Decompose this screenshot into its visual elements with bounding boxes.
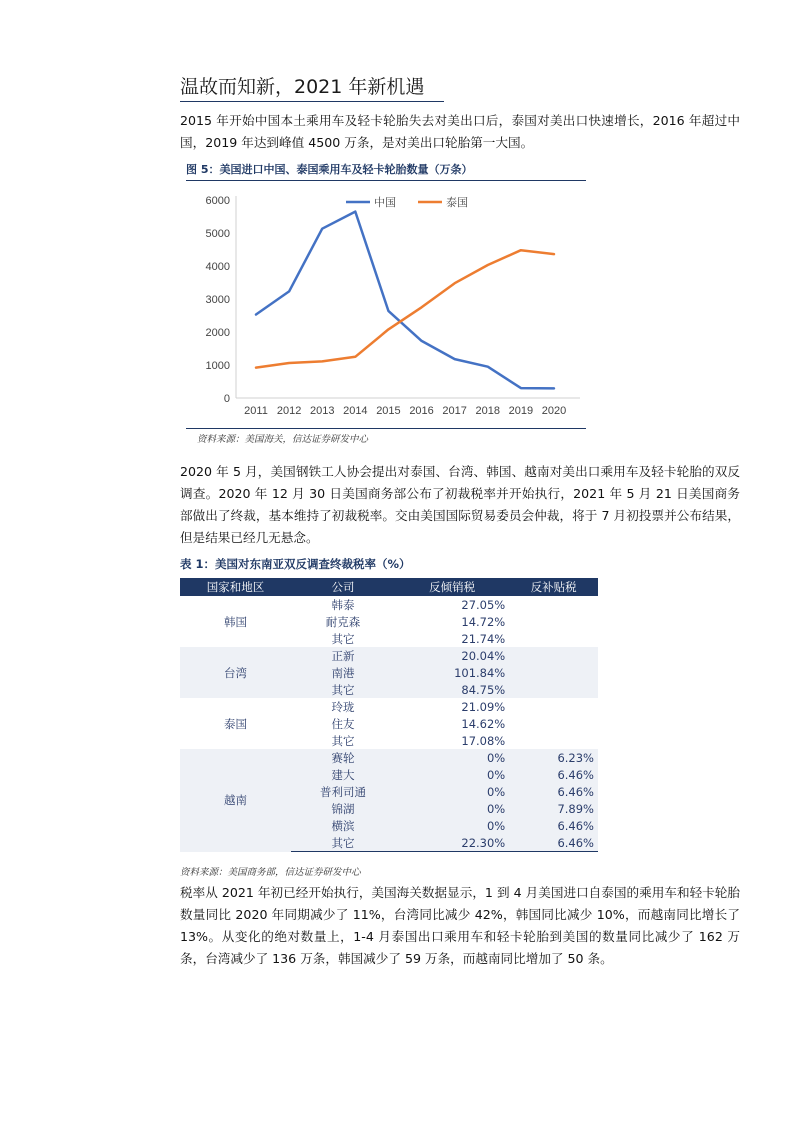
paragraph-investigation: 2020 年 5 月，美国钢铁工人协会提出对泰国、台湾、韩国、越南对美出口乘用车及轻卡轮胎的双反调查。2020 年 12 月 30 日美国商务部公布了初裁税率并开始执行，2021 年 5 月 21 日美国商务部做出了终裁，基本维持了初裁税率。交由美国国际贸易委员会仲裁，将于 7 月初投票并公布结果，但是结果已经几无悬念。: [180, 464, 740, 545]
cell-company: 普利司通: [291, 783, 395, 800]
cell-antidumping: 21.74%: [461, 631, 506, 646]
x-tick-label: 2018: [475, 405, 501, 417]
table-row: [180, 647, 598, 664]
cell-countervailing: 6.46%: [509, 834, 598, 852]
x-tick-label: 2017: [442, 405, 467, 417]
x-tick-label: 2011: [244, 405, 268, 417]
header-antidumping: 反倾销税: [395, 578, 509, 596]
figure-bottom-rule: [186, 428, 586, 429]
cell-company: 锦湖: [291, 800, 395, 817]
header-country: 国家和地区: [180, 578, 291, 596]
cell-country: 泰国: [223, 716, 247, 731]
cell-country: 台湾: [180, 647, 291, 698]
section-title: 温故而知新，2021 年新机遇: [180, 76, 425, 98]
cell-countervailing: [509, 664, 598, 681]
cell-company: 其它: [331, 631, 355, 646]
figure-caption-rule: [186, 180, 586, 181]
y-tick-label: 2000: [205, 327, 230, 339]
cell-countervailing: 7.89%: [509, 800, 598, 817]
header-countervailing: 反补贴税: [509, 578, 598, 596]
x-tick-label: 2016: [409, 405, 434, 417]
cell-company: 横滨: [291, 817, 395, 834]
cell-company: 南港: [291, 664, 395, 681]
table-row: [180, 698, 598, 715]
cell-company: 耐克森: [325, 614, 361, 629]
y-tick-label: 1000: [205, 360, 230, 372]
cell-countervailing: [509, 613, 598, 630]
duty-rate-table: [180, 578, 598, 852]
y-tick-label: 0: [223, 393, 230, 405]
cell-antidumping: 0%: [395, 749, 509, 766]
x-tick-label: 2014: [343, 405, 368, 417]
cell-antidumping: 0%: [395, 766, 509, 783]
cell-antidumping: 27.05%: [461, 597, 506, 612]
cell-countervailing: 6.23%: [509, 749, 598, 766]
y-tick-label: 6000: [205, 195, 230, 207]
cell-countervailing: [509, 630, 598, 647]
title-underline: [180, 101, 444, 102]
x-tick-label: 2020: [541, 405, 567, 417]
header-company: 公司: [291, 578, 395, 596]
table-row: [180, 749, 598, 766]
table-source: 资料来源：美国商务部，信达证券研发中心: [180, 867, 361, 878]
cell-antidumping: 0%: [395, 800, 509, 817]
cell-company: 住友: [331, 716, 355, 731]
cell-countervailing: [509, 647, 598, 664]
figure-source: 资料来源：美国海关，信达证券研发中心: [197, 434, 369, 445]
x-tick-label: 2019: [508, 405, 534, 417]
y-tick-label: 5000: [205, 228, 230, 240]
cell-antidumping: 14.62%: [461, 716, 506, 731]
table-row: [180, 596, 598, 613]
figure-caption: 图 5：美国进口中国、泰国乘用车及轻卡轮胎数量（万条）: [186, 163, 473, 176]
cell-company: 建大: [291, 766, 395, 783]
cell-company: 其它: [331, 733, 355, 748]
cell-countervailing: [509, 715, 598, 732]
cell-company: 其它: [291, 834, 395, 852]
cell-antidumping: 0%: [395, 783, 509, 800]
cell-antidumping: 84.75%: [395, 681, 509, 698]
cell-countervailing: 6.46%: [509, 817, 598, 834]
cell-antidumping: 101.84%: [395, 664, 509, 681]
cell-countervailing: 6.46%: [509, 766, 598, 783]
line-chart: [186, 186, 590, 426]
cell-countervailing: [509, 596, 598, 613]
cell-countervailing: [509, 732, 598, 749]
y-tick-label: 4000: [205, 261, 230, 273]
table-caption: 表 1：美国对东南亚双反调查终裁税率（%）: [180, 557, 411, 571]
cell-antidumping: 20.04%: [395, 647, 509, 664]
y-tick-label: 3000: [205, 294, 230, 306]
cell-country: 韩国: [223, 614, 247, 629]
cell-antidumping: 0%: [395, 817, 509, 834]
x-tick-label: 2012: [276, 405, 302, 417]
cell-countervailing: [509, 698, 598, 715]
paragraph-results: 税率从 2021 年初已经开始执行，美国海关数据显示，1 到 4 月美国进口自泰国的乘用车和轻卡轮胎数量同比 2020 年同期减少了 11%，台湾同比减少 42%，韩国同比减少 10%，而越南同比增长了 13%。从变化的绝对数量上，1-4 月泰国出口乘用车和轻卡轮胎到美国的数量同比减少了 162 万条，台湾减少了 136 万条，韩国减少了 59 万条，而越南同比增加了 50 条。: [180, 885, 740, 966]
cell-company: 正新: [291, 647, 395, 664]
cell-antidumping: 22.30%: [395, 834, 509, 852]
cell-antidumping: 14.72%: [461, 614, 506, 629]
cell-company: 赛轮: [291, 749, 395, 766]
cell-country: 越南: [180, 749, 291, 852]
x-tick-label: 2013: [309, 405, 335, 417]
cell-company: 韩泰: [331, 597, 355, 612]
cell-company: 玲珑: [331, 699, 355, 714]
legend-label: 中国: [374, 196, 396, 209]
cell-antidumping: 21.09%: [461, 699, 506, 714]
cell-company: 其它: [291, 681, 395, 698]
x-tick-label: 2015: [376, 405, 401, 417]
paragraph-intro: 2015 年开始中国本土乘用车及轻卡轮胎失去对美出口后，泰国对美出口快速增长，2016 年超过中国，2019 年达到峰值 4500 万条，是对美出口轮胎第一大国。: [180, 113, 740, 150]
legend-label: 泰国: [446, 196, 468, 209]
cell-countervailing: [509, 681, 598, 698]
cell-antidumping: 17.08%: [461, 733, 506, 748]
cell-countervailing: 6.46%: [509, 783, 598, 800]
